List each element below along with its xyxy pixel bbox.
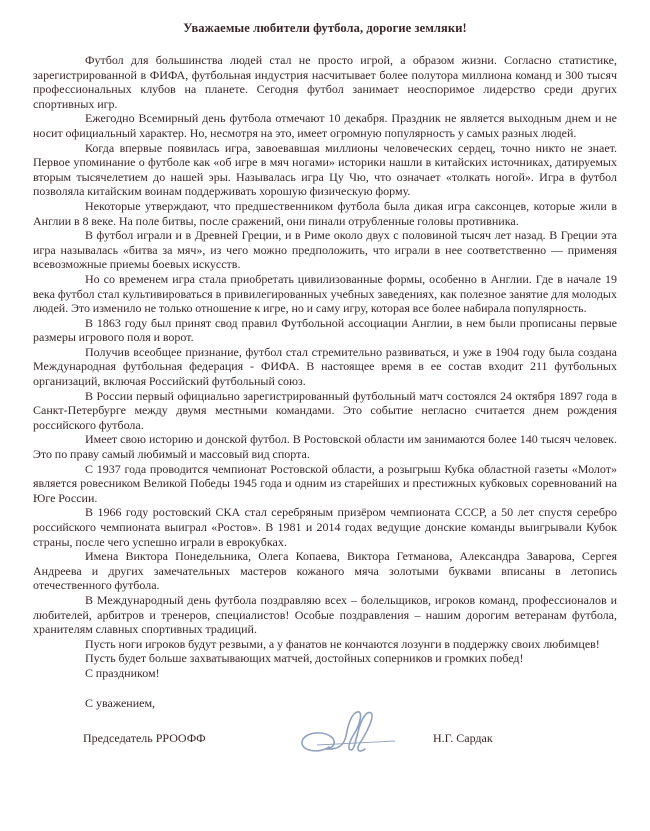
body-paragraph: Некоторые утверждают, что предшественником футбола была дикая игра саксонцев, которые жили в Англии в 8 веке. На поле битвы, после сражений, они пинали отрубленные головы противника. — [33, 198, 617, 228]
document-title: Уважаемые любители футбола, дорогие земляки! — [183, 21, 467, 35]
body-paragraph: В 1966 году ростовский СКА стал серебряным призёром чемпионата СССР, а 50 лет спустя серебро российского чемпионата выиграл «Ростов». В 1981 и 2014 годах ведущие донские команды выигрывали Кубок страны, после чего успешно играли в еврокубках. — [33, 505, 617, 549]
body-paragraph: В Международный день футбола поздравляю всех – болельщиков, игроков команд, профессионалов и любителей, арбитров и тренеров, специалистов! Особые поздравления – нашим дорогим ветеранам футбола, хранителям славных спортивных традиций. — [33, 592, 617, 637]
body-paragraph: В футбол играли и в Древней Греции, и в Риме около двух с половиной тысяч лет назад. В Греции эта игра называлась «битва за мяч», из чего можно предположить, что играли в нее соответственно — применяя всевозможные приемы боевых искусств. — [33, 228, 617, 272]
body-paragraph: Получив всеобщее признание, футбол стал стремительно развиваться, и уже в 1904 году была создана Международная футбольная федерация - ФИФА. В настоящее время в ее состав входит 211 футбольных организаций, включая Российский футбольный союз. — [33, 344, 617, 389]
body-paragraph: Ежегодно Всемирный день футбола отмечают 10 декабря. Праздник не является выходным днем и не носит официальный характер. Но, несмотря на это, имеет огромную популярность у самых разных людей. — [33, 111, 617, 140]
closing-greeting: С праздником! — [85, 665, 160, 680]
signer-name: Н.Г. Сардак — [433, 731, 493, 746]
signature-image — [295, 707, 399, 765]
signer-title: Председатель РРООФФ — [83, 731, 206, 746]
body-paragraph: В России первый официально зарегистрированный футбольный матч состоялся 24 октября 1897 года в Санкт-Петербурге между двумя местными командами. Это событие негласно считается днем рождения российского футбола. — [33, 388, 617, 432]
body-paragraph: Но со временем игра стала приобретать цивилизованные формы, особенно в Англии. Где в начале 19 века футбол стал культивироваться в привилегированных учебных заведениях, как полезное занятие для молодых людей. Это изменило не только отношение к игре, но и саму игру, которая все более набирала популярность. — [33, 271, 617, 316]
salutation: С уважением, — [85, 695, 156, 710]
body-paragraph: Когда впервые появилась игра, завоевавшая миллионы человеческих сердец, точно никто не знает. Первое упоминание о футболе как «об игре в мяч ногами» историки нашли в китайских источниках, датируемых вторым тысячелетием до нашей эры. Называлась игра Цу Чю, что означает «толкать ногой». Игра в футбол позволяла китайским воинам поддерживать хорошую физическую форму. — [33, 140, 617, 199]
body-paragraph: Пусть ноги игроков будут резвыми, а у фанатов не кончаются лозунги в поддержку своих любимцев! — [85, 636, 600, 651]
body-paragraph: Имеет свою историю и донской футбол. В Ростовской области им занимаются более 140 тысяч человек. Это по праву самый любимый и массовый вид спорта. — [33, 432, 617, 462]
body-paragraph: В 1863 году был принят свод правил Футбольной ассоциации Англии, в нем были прописаны первые размеры игрового поля и ворот. — [33, 315, 617, 345]
body-paragraph: С 1937 года проводится чемпионат Ростовской области, а розыгрыш Кубка областной газеты «Молот» является ровесником Великой Победы 1945 года и одним из старейших и престижных кубковых соревнований на Юге России. — [33, 461, 617, 505]
signature-block — [33, 725, 617, 789]
body-paragraph: Имена Виктора Понедельника, Олега Копаева, Виктора Гетманова, Александра Заварова, Сергея Андреева и других замечательных мастеров кожаного мяча золотыми буквами вписаны в летопись отечественного футбола. — [33, 549, 617, 593]
body-paragraph: Пусть будет больше захватывающих матчей, достойных соперников и громких побед! — [85, 651, 524, 666]
body-paragraph: Футбол для большинства людей стал не просто игрой, а образом жизни. Согласно статистике, зарегистрированной в ФИФА, футбольная индустрия насчитывает более полутора миллиона команд и 300 тысяч профессиональных клубов на планете. Сегодня футбол занимает неоспоримое лидерство среди других спортивных игр. — [33, 53, 617, 111]
